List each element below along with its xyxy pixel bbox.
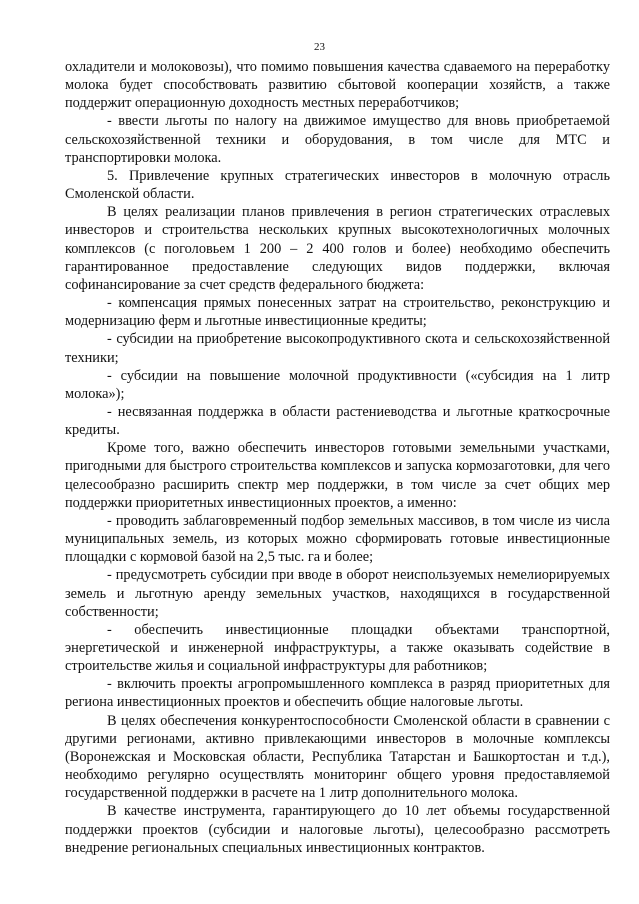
paragraph-competitiveness: В целях обеспечения конкурентоспособности Смоленской области в сравнении с другими регионами, активно привлекающими инвесторов в молочные комплексы (Воронежская и Московская области, Республика Татарстан и Башкортостан и т.д.), необходимо регулярно осуществлять мониторинг общего уровня предоставляемой государственной поддержки в расчете на 1 литр дополнительного молока. [65, 712, 610, 802]
list-item-subsidies-milk: - субсидии на повышение молочной продуктивности («субсидия на 1 литр молока»); [65, 367, 610, 402]
list-item-land-subsidies: - предусмотреть субсидии при вводе в оборот неиспользуемых немелиорируемых земель и льготную аренду земельных участков, находящихся в государственной собственности; [65, 567, 610, 620]
list-item-land-selection: - проводить заблаговременный подбор земельных массивов, в том числе из числа муниципальных земель, из которых можно сформировать готовые инвестиционные площадки с кормовой базой на 2,5 тыс. га и более; [65, 512, 610, 566]
paragraph-investment-contracts: В качестве инструмента, гарантирующего до 10 лет объемы государственной поддержки проектов (субсидии и налоговые льготы), целесообразно рассмотреть внедрение региональных специальных инвестиционных контрактов. [65, 803, 610, 856]
section-heading-5: 5. Привлечение крупных стратегических инвесторов в молочную отрасль Смоленской области. [65, 167, 610, 203]
list-item-infrastructure: - обеспечить инвестиционные площадки объектами транспортной, энергетической и инженерной инфраструктуры, а также оказывать содействие в строительстве жилья и социальной инфраструктуры для работников; [65, 621, 610, 675]
paragraph-strategic-investors: В целях реализации планов привлечения в регион стратегических отраслевых инвесторов и строительства нескольких крупных высокотехнологичных молочных комплексов (с поголовьем 1 200 – 2 400 голов и более) необходимо обеспечить гарантированное предоставление следующих видов поддержки, включая софинансирование за счет средств федерального бюджета: [65, 204, 610, 293]
list-item-priority-projects: - включить проекты агропромышленного комплекса в разряд приоритетных для региона инвестиционных проектов и обеспечить общие налоговые льготы. [65, 676, 610, 711]
list-item-compensation: - компенсация прямых понесенных затрат на строительство, реконструкцию и модернизацию ферм и льготные инвестиционные кредиты; [65, 295, 610, 330]
paragraph-tax-benefits: - ввести льготы по налогу на движимое имущество для вновь приобретаемой сельскохозяйственной техники и оборудования, в том числе для МТС и транспортировки молока. [65, 113, 610, 166]
paragraph-land-plots: Кроме того, важно обеспечить инвесторов готовыми земельными участками, пригодными для быстрого строительства комплексов и запуска кормозаготовки, для чего целесообразно расширить спектр мер поддержки, в том числе за счет общих мер поддержки приоритетных инвестиционных проектов, а именно: [65, 440, 610, 511]
paragraph-continuation: охладители и молоковозы), что помимо повышения качества сдаваемого на переработку молока будет способствовать развитию сбытовой кооперации хозяйств, а также поддержит операционную доходность местных переработчиков; [65, 59, 610, 112]
list-item-subsidies-livestock: - субсидии на приобретение высокопродуктивного скота и сельскохозяйственной техники; [65, 331, 610, 366]
document-body [65, 58, 610, 857]
list-item-crop-support: - несвязанная поддержка в области растениеводства и льготные краткосрочные кредиты. [65, 403, 610, 439]
page-number: 23 [314, 41, 325, 53]
